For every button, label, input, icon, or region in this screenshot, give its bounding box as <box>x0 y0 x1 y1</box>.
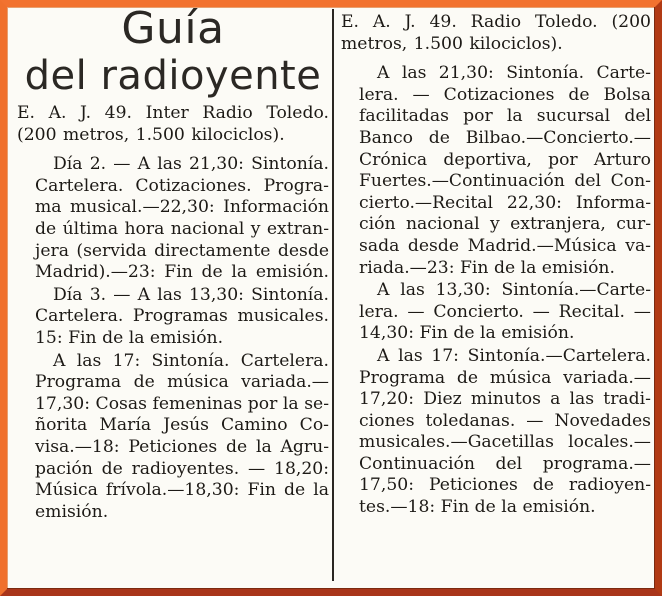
title-line-2: del radioyente <box>24 53 322 99</box>
text-line: pación de radioyentes. — 18,20: <box>35 458 329 479</box>
station-header <box>341 12 651 55</box>
schedule-day-2 <box>17 154 329 284</box>
text-line: 14,30: Fin de la emisión. <box>359 323 575 344</box>
text-line: Música frívola.—18,30: Fin de la <box>35 480 329 501</box>
text-line: A las 21,30: Sintonía. Carte- <box>377 63 651 84</box>
text-line: Continuación del programa.— <box>359 453 651 474</box>
text-line: Banco de Bilbao.—Concierto.— <box>359 127 651 148</box>
text-line: tes.—18: Fin de la emisión. <box>359 497 596 518</box>
text-line: sada desde Madrid.—Música va- <box>359 235 651 256</box>
right-column <box>341 7 651 589</box>
schedule-afternoon <box>341 346 651 519</box>
text-line: Programa de música variada.— <box>359 367 651 388</box>
schedule-day-3-afternoon <box>17 351 329 524</box>
text-line: Madrid).—23: Fin de la emisión. <box>35 262 329 283</box>
station-line: (200 metros, 1.500 kilociclos). <box>17 124 285 145</box>
text-line: A las 17: Sintonía.—Cartelera. <box>377 345 651 366</box>
text-line: A las 13,30: Sintonía.—Carte- <box>377 280 651 301</box>
text-line: musicales.—Gacetillas locales.— <box>359 432 651 453</box>
text-line: emisión. <box>35 501 109 522</box>
column-divider <box>332 9 334 581</box>
text-line: ma musical.—22,30: Información <box>35 197 329 218</box>
station-header <box>17 103 329 146</box>
text-line: A las 17: Sintonía. Cartelera. <box>53 350 329 371</box>
text-line: facilitadas por la sucursal del <box>359 106 651 127</box>
text-line: 15: Fin de la emisión. <box>35 327 224 348</box>
text-line: Día 3. — A las 13,30: Sintonía. <box>53 284 329 305</box>
text-line: Día 2. — A las 21,30: Sintonía. <box>53 154 329 175</box>
left-column <box>17 3 329 589</box>
text-line: jera (servida directamente desde <box>35 240 329 261</box>
text-line: ciones toledanas. — Novedades <box>359 410 651 431</box>
text-line: Cartelera. Programas musicales. <box>35 306 329 327</box>
text-line: lera. — Concierto. — Recital. — <box>359 301 651 322</box>
text-line: 17,20: Diez minutos a las tradi- <box>359 389 651 410</box>
text-line: Programa de música variada.— <box>35 372 329 393</box>
schedule-evening <box>341 63 651 279</box>
text-line: de última hora nacional y extran- <box>35 218 329 239</box>
station-line: E. A. J. 49. Inter Radio Toledo. <box>17 103 329 123</box>
text-line: 17,50: Peticiones de radioyen- <box>359 475 651 496</box>
text-line: riada.—23: Fin de la emisión. <box>359 257 615 278</box>
text-line: ñorita María Jesús Camino Co- <box>35 415 329 436</box>
text-line: cierto.—Recital 22,30: Informa- <box>359 192 651 213</box>
text-line: ción nacional y extranjera, cur- <box>359 214 651 235</box>
title-line-1: Guía <box>121 3 225 54</box>
text-line: Cartelera. Cotizaciones. Progra- <box>35 175 329 196</box>
schedule-day-3 <box>17 285 329 350</box>
text-line: lera. — Cotizaciones de Bolsa <box>359 84 651 105</box>
text-line: Fuertes.—Continuación del Con- <box>359 171 651 192</box>
text-line: 17,30: Cosas femeninas por la se- <box>35 393 329 414</box>
text-line: Crónica deportiva, por Arturo <box>359 149 651 170</box>
station-line: E. A. J. 49. Radio Toledo. (200 <box>341 12 651 32</box>
schedule-midday <box>341 280 651 345</box>
station-line: metros, 1.500 kilociclos). <box>341 33 563 54</box>
text-line: visa.—18: Peticiones de la Agru- <box>35 436 329 457</box>
